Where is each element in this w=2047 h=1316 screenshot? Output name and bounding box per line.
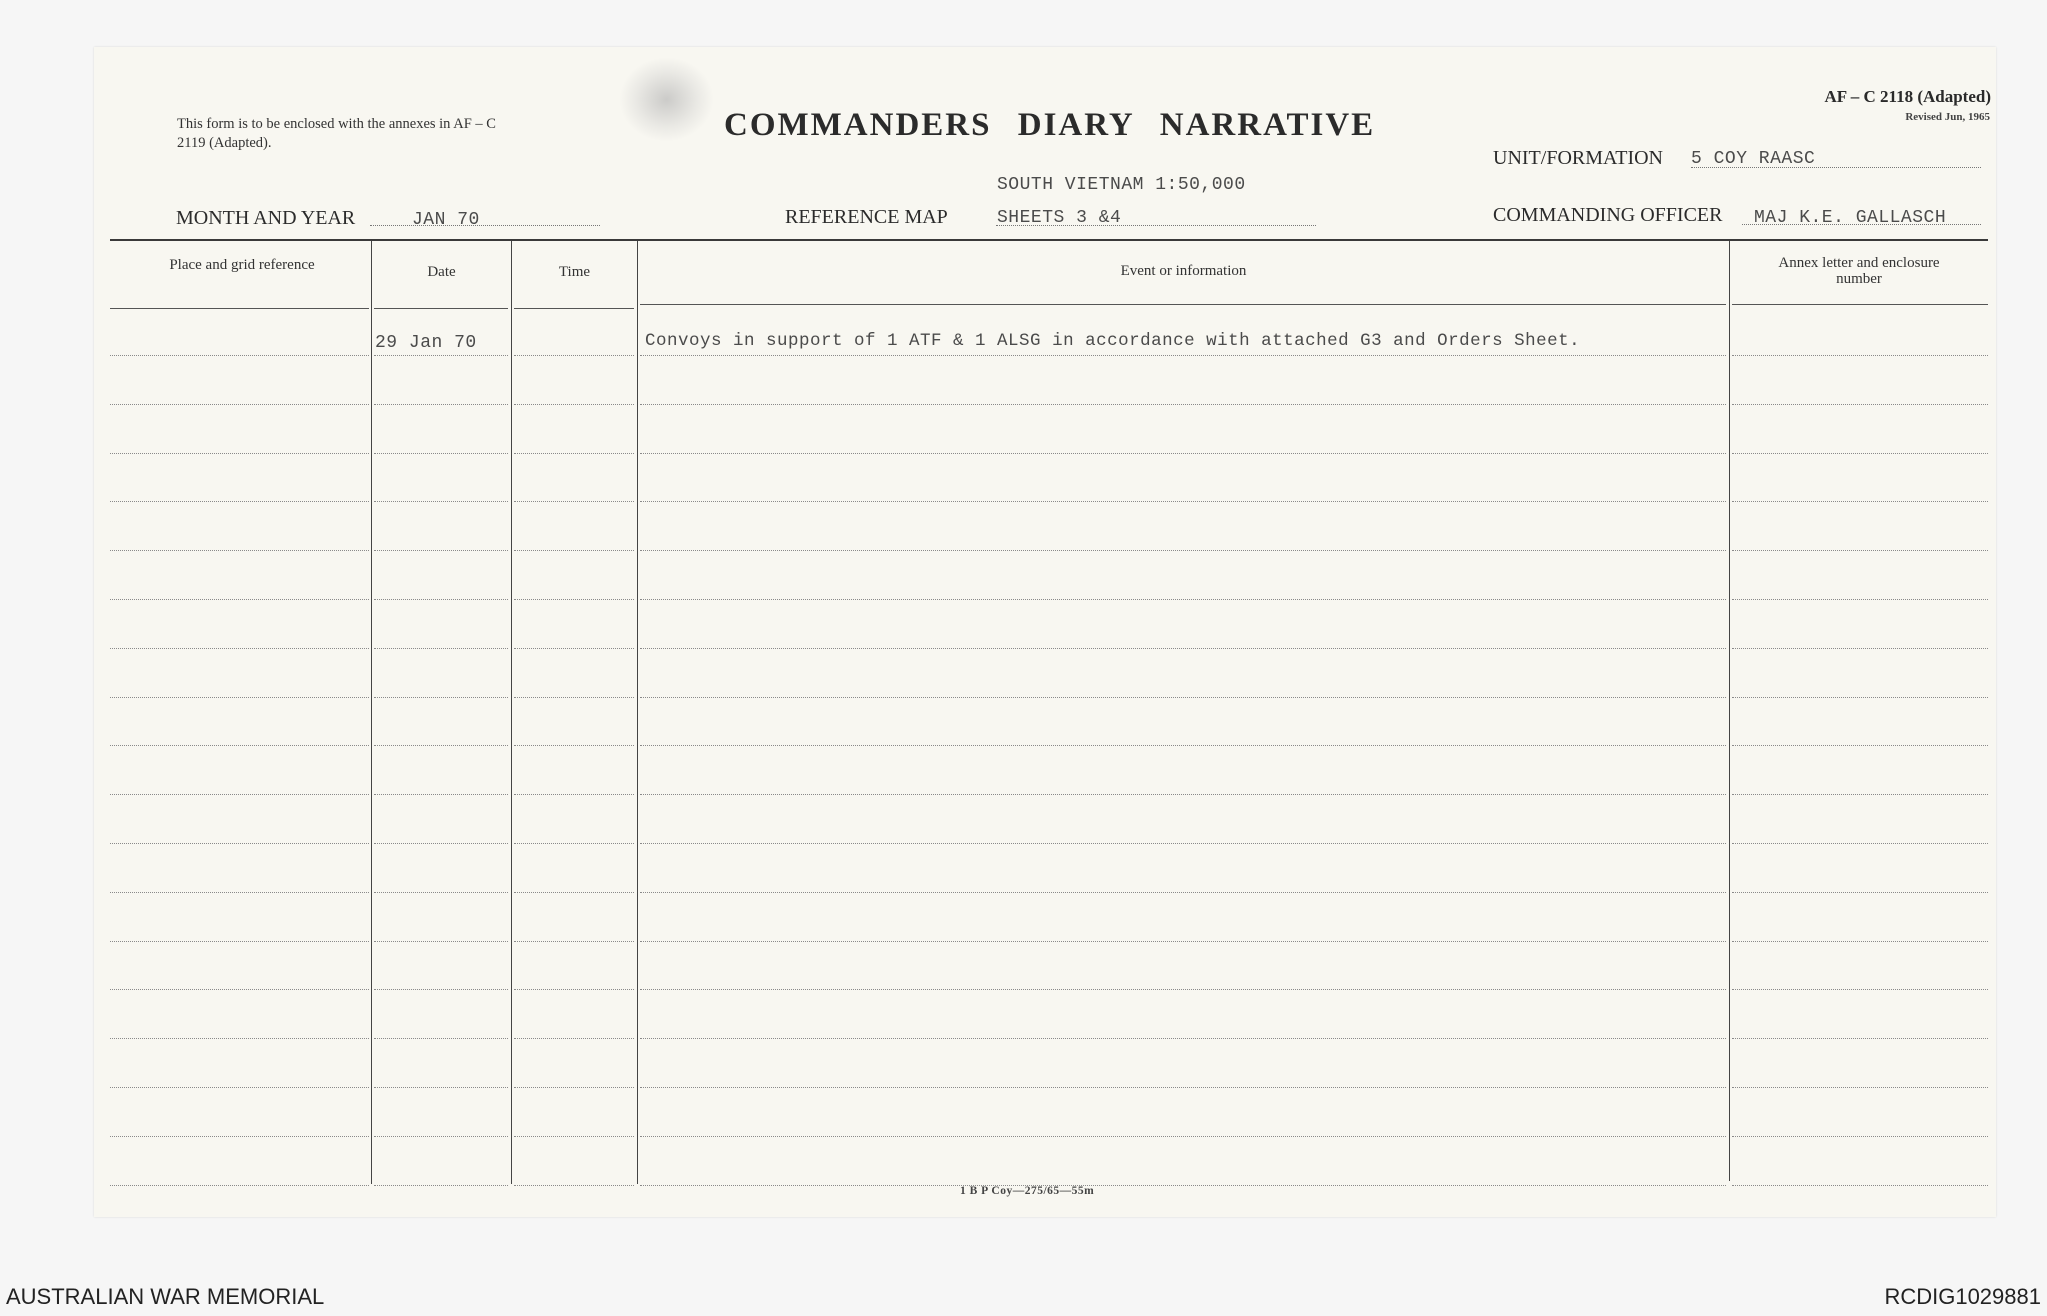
ruled-line	[514, 941, 634, 942]
ruled-line	[374, 843, 508, 844]
ruled-line	[110, 550, 369, 551]
ruled-line	[374, 501, 508, 502]
ruled-line	[110, 1038, 369, 1039]
header-rule	[640, 304, 1726, 305]
ruled-line	[514, 550, 634, 551]
ruled-line	[374, 453, 508, 454]
month-year-value: JAN 70	[412, 210, 480, 230]
form-number: AF – C 2118 (Adapted)	[1824, 87, 1991, 106]
ruled-line	[374, 1038, 508, 1039]
ruled-line	[514, 404, 634, 405]
ruled-line	[374, 745, 508, 746]
header-rule	[110, 308, 369, 309]
ruled-line	[110, 648, 369, 649]
ruled-line	[374, 697, 508, 698]
ruled-line	[640, 941, 1726, 942]
ruled-line	[640, 1136, 1726, 1137]
table-row-event: Convoys in support of 1 ATF & 1 ALSG in accordance with attached G3 and Orders Sheet.	[645, 331, 1581, 351]
ruled-line	[640, 745, 1726, 746]
ruled-line	[110, 941, 369, 942]
ruled-line	[374, 648, 508, 649]
reference-map-line1: SOUTH VIETNAM 1:50,000	[997, 175, 1246, 195]
ruled-line	[1732, 1087, 1988, 1088]
ruled-line	[374, 550, 508, 551]
ruled-line	[514, 355, 634, 356]
column-divider	[1729, 241, 1730, 1181]
table-row-date: 29 Jan 70	[375, 333, 477, 353]
month-year-line	[370, 225, 600, 226]
ruled-line	[1732, 453, 1988, 454]
ruled-line	[110, 843, 369, 844]
ruled-line	[374, 404, 508, 405]
reference-map-line2: SHEETS 3 &4	[997, 208, 1122, 228]
ruled-line	[1732, 1038, 1988, 1039]
ruled-line	[110, 1136, 369, 1137]
ruled-line	[514, 794, 634, 795]
reference-map-label: REFERENCE MAP	[785, 206, 948, 228]
header-rule	[374, 308, 508, 309]
ruled-line	[640, 1185, 1726, 1186]
ruled-line	[514, 1087, 634, 1088]
ruled-line	[514, 892, 634, 893]
ruled-line	[110, 892, 369, 893]
enclosure-note: This form is to be enclosed with the annexes in AF – C 2119 (Adapted).	[177, 116, 496, 151]
ruled-line	[640, 892, 1726, 893]
ruled-line	[374, 941, 508, 942]
ruled-line	[1732, 989, 1988, 990]
ruled-line	[110, 697, 369, 698]
revision-date: Revised Jun, 1965	[1905, 111, 1990, 123]
unit-formation-value: 5 COY RAASC	[1691, 149, 1816, 169]
ruled-line	[110, 404, 369, 405]
ruled-line	[1732, 1136, 1988, 1137]
ruled-line	[374, 794, 508, 795]
ruled-line	[374, 1087, 508, 1088]
archive-caption: AUSTRALIAN WAR MEMORIAL	[6, 1284, 325, 1309]
ruled-line	[110, 794, 369, 795]
ruled-line	[374, 599, 508, 600]
ruled-line	[640, 1087, 1726, 1088]
ruled-line	[374, 892, 508, 893]
form-title: COMMANDERS DIARY NARRATIVE	[724, 107, 1376, 143]
month-year-label: MONTH AND YEAR	[176, 207, 356, 229]
ruled-line	[514, 1136, 634, 1137]
ruled-line	[1732, 355, 1988, 356]
header-annex: Annex letter and enclosure number	[1778, 255, 1940, 287]
ruled-line	[514, 697, 634, 698]
ruled-line	[514, 501, 634, 502]
ruled-line	[640, 550, 1726, 551]
ruled-line	[110, 989, 369, 990]
ruled-line	[640, 501, 1726, 502]
diary-form-sheet	[94, 47, 1996, 1217]
ruled-line	[640, 404, 1726, 405]
ruled-line	[1732, 550, 1988, 551]
ruled-line	[374, 355, 508, 356]
ruled-line	[374, 1136, 508, 1137]
ruled-line	[640, 453, 1726, 454]
ruled-line	[1732, 843, 1988, 844]
ruled-line	[514, 843, 634, 844]
ruled-line	[514, 745, 634, 746]
header-time: Time	[558, 264, 591, 280]
ruled-line	[514, 648, 634, 649]
unit-formation-label: UNIT/FORMATION	[1493, 147, 1663, 169]
ruled-line	[110, 501, 369, 502]
ruled-line	[1732, 794, 1988, 795]
column-divider	[637, 241, 638, 1184]
ruled-line	[640, 599, 1726, 600]
ruled-line	[1732, 745, 1988, 746]
ruled-line	[1732, 404, 1988, 405]
ruled-line	[640, 989, 1726, 990]
ruled-line	[514, 453, 634, 454]
header-rule	[514, 308, 634, 309]
header-date: Date	[427, 264, 456, 280]
ruled-line	[374, 1185, 508, 1186]
ruled-line	[1732, 1185, 1988, 1186]
header-event: Event or information	[1120, 263, 1247, 279]
archive-reference: RCDIG1029881	[1884, 1284, 2041, 1309]
ruled-line	[640, 843, 1726, 844]
ruled-line	[514, 989, 634, 990]
commanding-officer-value: MAJ K.E. GALLASCH	[1754, 208, 1947, 228]
ruled-line	[1732, 941, 1988, 942]
ruled-line	[110, 453, 369, 454]
ruled-line	[110, 355, 369, 356]
ruled-line	[514, 1038, 634, 1039]
ruled-line	[1732, 697, 1988, 698]
ruled-line	[110, 1087, 369, 1088]
ruled-line	[514, 599, 634, 600]
ruled-line	[1732, 501, 1988, 502]
ruled-line	[640, 697, 1726, 698]
ruled-line	[1732, 599, 1988, 600]
ruled-line	[1732, 892, 1988, 893]
ruled-line	[640, 648, 1726, 649]
ruled-line	[640, 1038, 1726, 1039]
header-rule	[1732, 304, 1988, 305]
ruled-line	[110, 745, 369, 746]
ruled-line	[640, 355, 1726, 356]
ruled-line	[374, 989, 508, 990]
ruled-line	[640, 794, 1726, 795]
table-top-rule	[110, 239, 1988, 241]
ruled-line	[110, 1185, 369, 1186]
ruled-line	[110, 599, 369, 600]
header-place: Place and grid reference	[169, 257, 315, 273]
commanding-officer-label: COMMANDING OFFICER	[1493, 204, 1723, 226]
column-divider	[371, 241, 372, 1184]
column-divider	[511, 241, 512, 1184]
ruled-line	[514, 1185, 634, 1186]
ink-smudge	[619, 57, 714, 142]
ruled-line	[1732, 648, 1988, 649]
printer-imprint: 1 B P Coy—275/65—55m	[960, 1185, 1095, 1197]
